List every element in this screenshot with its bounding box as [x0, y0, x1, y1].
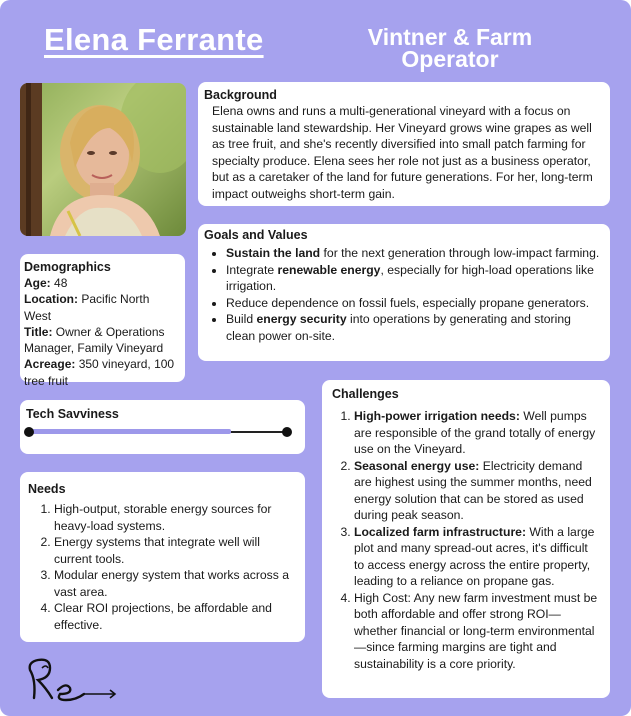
needs-heading: Needs	[28, 482, 66, 496]
persona-name: Elena Ferrante	[44, 22, 264, 57]
tech-savviness-meter	[27, 428, 289, 436]
challenge-item: 4. High Cost: Any new farm investment must be both affordable and offer strong ROI—whether financial or long-term environmental—since farming margins are tight and sustainability is a core priority.	[354, 590, 600, 673]
challenges-card	[322, 380, 610, 698]
background-heading: Background	[204, 88, 277, 102]
goal-item: • Reduce dependence on fossil fuels, especially propane generators.	[226, 295, 602, 312]
goals-heading: Goals and Values	[204, 228, 308, 242]
need-item: 2. Energy systems that integrate well will current tools.	[54, 534, 297, 567]
goal-item: • Sustain the land for the next generation through low-impact farming.	[226, 245, 602, 262]
challenge-item: 2. Seasonal energy use: Electricity demand are highest using the summer months, need energy solution that can be stored as used during peak season.	[354, 458, 600, 524]
meter-fill	[27, 429, 231, 434]
demographic-title: Title: Owner & Operations Manager, Family Vineyard	[24, 324, 165, 356]
persona-role: Vintner & Farm Operator	[367, 24, 533, 72]
demographics-heading: Demographics	[24, 260, 111, 274]
demographics-card	[20, 254, 185, 388]
challenges-list	[332, 408, 600, 672]
background-text: Elena owns and runs a multi-generational vineyard with a focus on sustainable land stewardship. Her Vineyard grows wine grapes as well as tree fruit, and she's recently diversified into small patch farming for specialty produce. Elena sees her role not just as a business operator, but as a caretaker of the land for future generations. For her, long-term impact outweighs short-term gain.	[212, 104, 593, 201]
need-item: 3. Modular energy system that works across a vast area.	[54, 567, 297, 600]
demographic-acreage: Acreage: 350 vineyard, 100 tree fruit	[24, 357, 175, 388]
need-item: 4. Clear ROI projections, be affordable and effective.	[54, 600, 297, 633]
goals-list	[204, 245, 602, 344]
goals-card	[198, 224, 610, 361]
meter-start-dot	[24, 427, 34, 437]
need-item: 1. High-output, storable energy sources for heavy-load systems.	[54, 501, 297, 534]
tech-savviness-card	[20, 400, 305, 454]
challenge-item: 3. Localized farm infrastructure: With a large plot and many spread-out acres, it's difficult to access energy across the entire property, leading to a reliance on propane gas.	[354, 524, 600, 590]
needs-card	[20, 472, 305, 642]
persona-photo	[20, 83, 186, 236]
tech-savviness-heading: Tech Savviness	[26, 407, 119, 421]
demographic-age: Age: 48	[24, 276, 68, 290]
needs-list	[28, 501, 297, 633]
challenge-item: 1. High-power irrigation needs: Well pumps are responsible of the grand totally of energy use on the Vineyard.	[354, 408, 600, 458]
goal-item: • Integrate renewable energy, especially for high-load operations like irrigation.	[226, 262, 602, 295]
goal-item: • Build energy security into operations by generating and storing clean power on-site.	[226, 311, 602, 344]
brand-logo-icon	[20, 652, 120, 710]
meter-end-dot	[282, 427, 292, 437]
demographic-location: Location: Pacific North West	[24, 292, 150, 323]
background-card	[198, 82, 610, 206]
portrait-image	[20, 83, 186, 236]
challenges-heading: Challenges	[332, 387, 399, 401]
